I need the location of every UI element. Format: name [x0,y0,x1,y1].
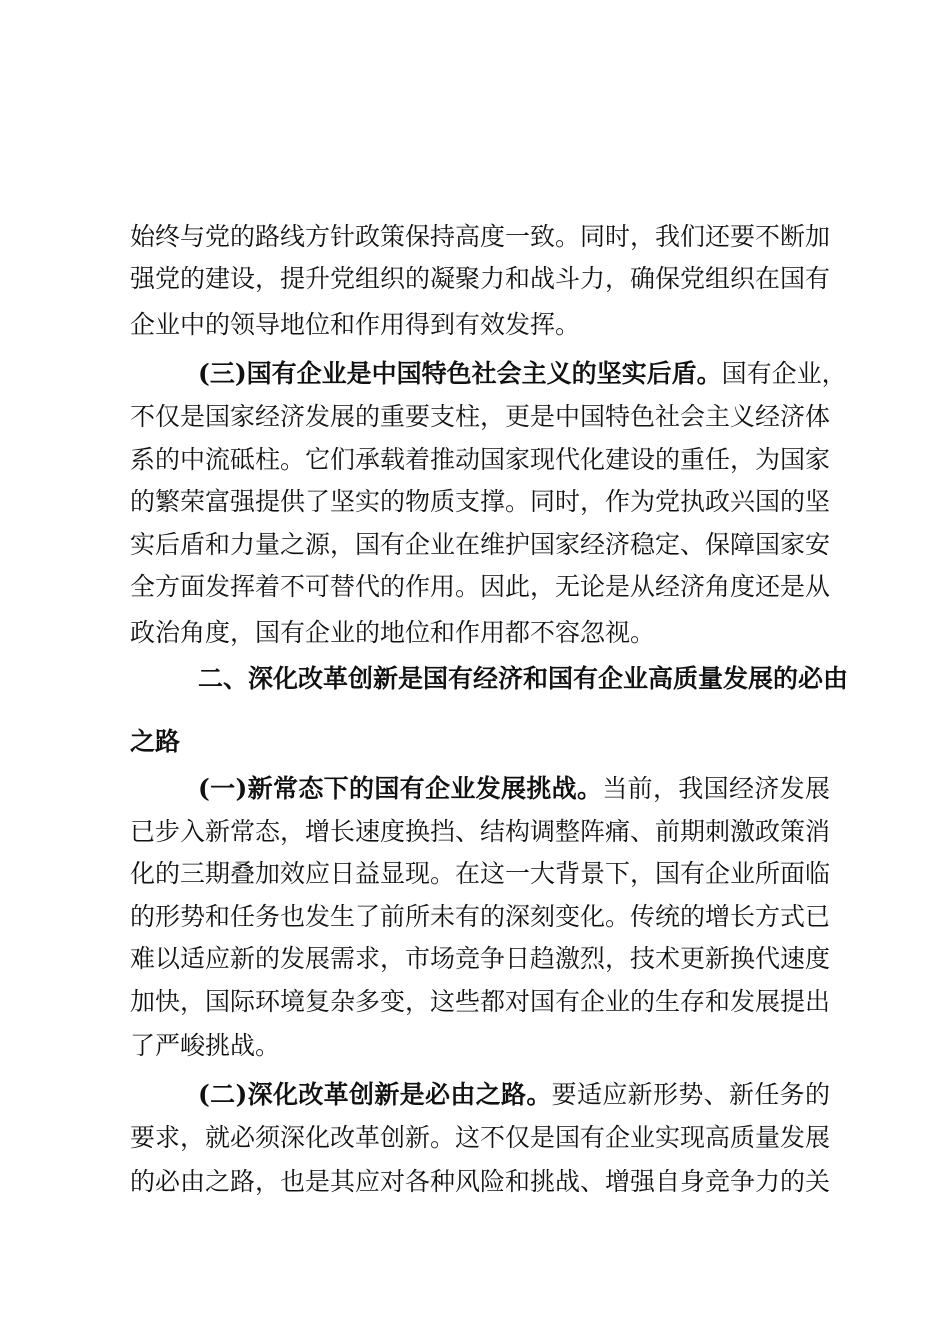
subheading-2: (二)深化改革创新是必由之路。 [198,1080,552,1109]
paragraph-line: 强党的建设，提升党组织的凝聚力和战斗力，确保党组织在国有 [130,264,831,293]
paragraph-line: 不仅是国家经济发展的重要支柱，更是中国特色社会主义经济体 [130,402,831,431]
paragraph-line: 的必由之路，也是其应对各种风险和挑战、增强自身竞争力的关 [130,1167,831,1196]
paragraph-first-line [198,352,847,396]
paragraph-line: 化的三期叠加效应日益显现。在这一大背景下，国有企业所面临 [130,859,831,888]
paragraph-line: 了严峻挑战。 [130,1031,281,1060]
section-heading-continued: 之路 [130,727,181,756]
paragraph-line: 全方面发挥着不可替代的作用。因此，无论是从经济角度还是从 [130,572,831,601]
subheading-1: (一)新常态下的国有企业发展挑战。 [198,774,603,803]
paragraph-line: 系的中流砥柱。它们承载着推动国家现代化建设的重任，为国家 [130,445,831,474]
paragraph-line: 加快，国际环境复杂多变，这些都对国有企业的生存和发展提出 [130,987,831,1016]
paragraph-text: 要适应新形势、新任务的 [551,1080,830,1109]
paragraph-line: 企业中的领导地位和作用得到有效发挥。 [130,310,581,339]
paragraph-line: 难以适应新的发展需求，市场竞争日趋激烈，技术更新换代速度 [130,944,831,973]
paragraph-line: 始终与党的路线方针政策保持高度一致。同时，我们还要不断加 [130,222,831,251]
paragraph-line: 已步入新常态，增长速度换挡、结构调整阵痛、前期刺激政策消 [130,817,831,846]
paragraph-line: 政治角度，国有企业的地位和作用都不容忽视。 [130,618,656,647]
paragraph-line: 的形势和任务也发生了前所未有的深刻变化。传统的增长方式已 [130,902,831,931]
subheading-3: (三)国有企业是中国特色社会主义的坚实后盾。 [198,359,722,388]
paragraph-line: 的繁荣富强提供了坚实的物质支撑。同时，作为党执政兴国的坚 [130,487,831,516]
paragraph-text: 当前，我国经济发展 [602,774,830,803]
paragraph-first-line [198,767,830,811]
paragraph-text: 国有企业， [721,359,847,388]
paragraph-first-line [198,1073,830,1117]
paragraph-line: 实后盾和力量之源，国有企业在维护国家经济稳定、保障国家安 [130,530,831,559]
paragraph-line: 要求，就必须深化改革创新。这不仅是国有企业实现高质量发展 [130,1123,831,1152]
section-heading: 二、深化改革创新是国有经济和国有企业高质量发展的必由 [198,664,849,693]
